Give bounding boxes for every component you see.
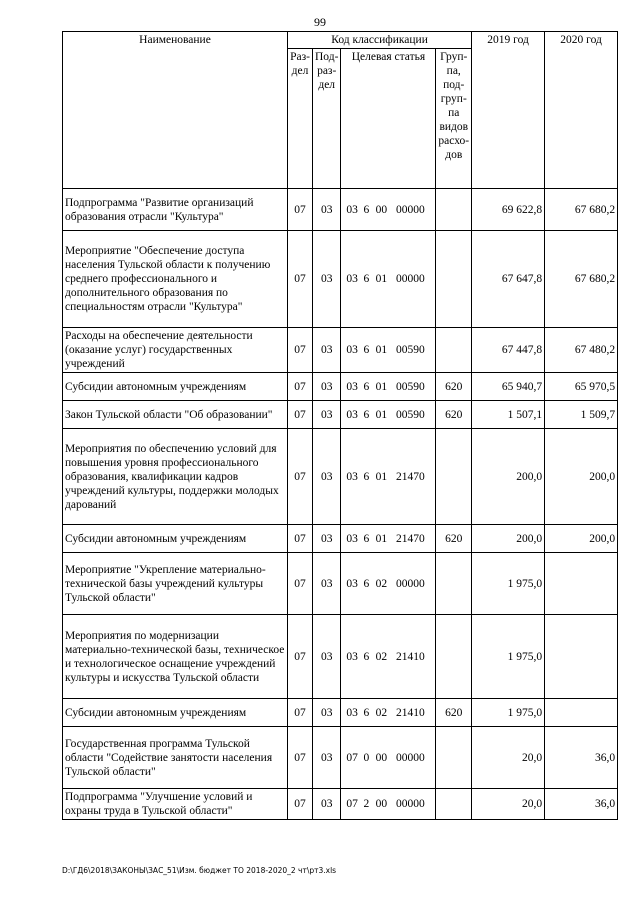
target-direction: 00000 — [396, 577, 425, 590]
target-subprogram: 2 — [363, 798, 370, 810]
row-2020 — [545, 615, 618, 699]
row-target — [341, 429, 436, 525]
row-expense-group — [436, 615, 472, 699]
header-section: Раз-дел — [288, 49, 313, 189]
row-expense-group — [436, 231, 472, 328]
row-2019: 1 975,0 — [472, 553, 545, 615]
table-body — [63, 189, 618, 820]
row-name: Подпрограмма "Улучшение условий и охраны труда в Тульской области" — [63, 789, 288, 820]
table-row — [63, 401, 618, 429]
target-subprogram: 6 — [363, 577, 370, 590]
row-subsection: 03 — [313, 401, 341, 429]
target-program: 03 — [346, 532, 358, 545]
target-event: 01 — [375, 470, 388, 483]
row-subsection: 03 — [313, 429, 341, 525]
target-event: 01 — [375, 532, 388, 545]
row-subsection: 03 — [313, 789, 341, 820]
target-program: 07 — [346, 751, 358, 764]
target-direction: 00000 — [396, 273, 425, 285]
target-event: 00 — [375, 203, 388, 216]
target-event: 00 — [375, 751, 388, 764]
target-program: 03 — [346, 470, 358, 483]
target-program: 03 — [346, 577, 358, 590]
budget-table — [62, 31, 618, 820]
target-program: 03 — [346, 650, 358, 663]
row-subsection: 03 — [313, 699, 341, 727]
target-direction: 00000 — [396, 751, 425, 764]
row-target — [341, 373, 436, 401]
row-name: Мероприятия по модернизации материально-технической базы, техническое и технологическое оснащение учреждений культуры и искусства Тульской области — [63, 615, 288, 699]
target-direction: 00590 — [396, 344, 425, 356]
row-name: Расходы на обеспечение деятельности (оказание услуг) государственных учреждений — [63, 328, 288, 373]
row-target — [341, 727, 436, 789]
row-expense-group: 620 — [436, 401, 472, 429]
row-section: 07 — [288, 231, 313, 328]
table-row — [63, 699, 618, 727]
row-2019: 20,0 — [472, 727, 545, 789]
row-2019: 200,0 — [472, 429, 545, 525]
target-event: 01 — [375, 408, 388, 421]
target-program: 07 — [346, 798, 358, 810]
row-subsection: 03 — [313, 373, 341, 401]
row-name: Подпрограмма "Развитие организаций образования отрасли "Культура" — [63, 189, 288, 231]
target-direction: 21470 — [396, 470, 425, 483]
row-subsection: 03 — [313, 615, 341, 699]
target-program: 03 — [346, 273, 358, 285]
row-section: 07 — [288, 401, 313, 429]
row-section: 07 — [288, 615, 313, 699]
target-event: 00 — [375, 798, 388, 810]
row-target — [341, 525, 436, 553]
row-section: 07 — [288, 699, 313, 727]
target-direction: 21410 — [396, 706, 425, 719]
row-2019: 65 940,7 — [472, 373, 545, 401]
target-event: 02 — [375, 577, 388, 590]
row-2019: 1 507,1 — [472, 401, 545, 429]
target-direction: 00590 — [396, 380, 425, 393]
row-name: Государственная программа Тульской области "Содействие занятости населения Тульской области" — [63, 727, 288, 789]
table-row — [63, 429, 618, 525]
row-2019: 69 622,8 — [472, 189, 545, 231]
target-program: 03 — [346, 408, 358, 421]
row-expense-group: 620 — [436, 525, 472, 553]
row-target — [341, 699, 436, 727]
row-subsection: 03 — [313, 553, 341, 615]
header-subsection: Под-раз-дел — [313, 49, 341, 189]
table-row — [63, 231, 618, 328]
row-2019: 1 975,0 — [472, 615, 545, 699]
table-row — [63, 525, 618, 553]
row-2020: 36,0 — [545, 727, 618, 789]
row-target — [341, 231, 436, 328]
row-expense-group: 620 — [436, 699, 472, 727]
row-section: 07 — [288, 373, 313, 401]
target-event: 01 — [375, 273, 388, 285]
row-2020: 67 680,2 — [545, 231, 618, 328]
target-subprogram: 6 — [363, 203, 370, 216]
header-name: Наименование — [63, 32, 288, 189]
row-2020: 67 680,2 — [545, 189, 618, 231]
target-subprogram: 6 — [363, 380, 370, 393]
row-subsection: 03 — [313, 231, 341, 328]
table-row — [63, 189, 618, 231]
row-section: 07 — [288, 328, 313, 373]
header-target: Целевая статья — [341, 49, 436, 189]
target-subprogram: 6 — [363, 273, 370, 285]
row-2019: 1 975,0 — [472, 699, 545, 727]
row-target — [341, 189, 436, 231]
table-row — [63, 373, 618, 401]
row-subsection: 03 — [313, 525, 341, 553]
row-2020: 67 480,2 — [545, 328, 618, 373]
row-section: 07 — [288, 553, 313, 615]
row-expense-group — [436, 328, 472, 373]
row-target — [341, 789, 436, 820]
row-expense-group — [436, 429, 472, 525]
row-2020: 36,0 — [545, 789, 618, 820]
row-section: 07 — [288, 789, 313, 820]
row-expense-group: 620 — [436, 373, 472, 401]
row-subsection: 03 — [313, 328, 341, 373]
header-code-group: Код классификации — [288, 32, 472, 49]
header-2019: 2019 год — [472, 32, 545, 189]
row-section: 07 — [288, 727, 313, 789]
table-row — [63, 727, 618, 789]
row-expense-group — [436, 189, 472, 231]
row-name: Мероприятие "Укрепление материально-технической базы учреждений культуры Тульской области" — [63, 553, 288, 615]
row-2020 — [545, 553, 618, 615]
row-2019: 67 647,8 — [472, 231, 545, 328]
target-subprogram: 6 — [363, 532, 370, 545]
target-subprogram: 6 — [363, 706, 370, 719]
row-name: Мероприятие "Обеспечение доступа населения Тульской области к получению среднего профессионального и дополнительного образования по специальностям отрасли "Культура" — [63, 231, 288, 328]
table-row — [63, 328, 618, 373]
target-event: 01 — [375, 344, 388, 356]
row-name: Закон Тульской области "Об образовании" — [63, 401, 288, 429]
row-expense-group — [436, 553, 472, 615]
table-row — [63, 789, 618, 820]
row-2019: 67 447,8 — [472, 328, 545, 373]
target-direction: 00590 — [396, 408, 425, 421]
target-direction: 21410 — [396, 650, 425, 663]
row-2020: 1 509,7 — [545, 401, 618, 429]
target-program: 03 — [346, 706, 358, 719]
footer-path: D:\ГД6\2018\ЗАКОНЫ\ЗАС_51\Изм. бюджет ТО 2018-2020_2 чт\рт3.xls — [62, 866, 337, 875]
row-name: Субсидии автономным учреждениям — [63, 525, 288, 553]
table-row — [63, 553, 618, 615]
row-expense-group — [436, 789, 472, 820]
row-name: Субсидии автономным учреждениям — [63, 699, 288, 727]
row-2020: 200,0 — [545, 525, 618, 553]
row-2020: 65 970,5 — [545, 373, 618, 401]
target-program: 03 — [346, 380, 358, 393]
header-expense-group: Груп-па, под-груп-па видов расхо-дов — [436, 49, 472, 189]
target-program: 03 — [346, 344, 358, 356]
row-target — [341, 553, 436, 615]
row-subsection: 03 — [313, 189, 341, 231]
row-section: 07 — [288, 429, 313, 525]
target-subprogram: 6 — [363, 408, 370, 421]
row-2019: 200,0 — [472, 525, 545, 553]
row-section: 07 — [288, 189, 313, 231]
row-2020: 200,0 — [545, 429, 618, 525]
table-row — [63, 615, 618, 699]
row-target — [341, 401, 436, 429]
row-target — [341, 615, 436, 699]
target-subprogram: 6 — [363, 650, 370, 663]
target-event: 02 — [375, 706, 388, 719]
row-subsection: 03 — [313, 727, 341, 789]
target-event: 02 — [375, 650, 388, 663]
row-section: 07 — [288, 525, 313, 553]
target-direction: 00000 — [396, 203, 425, 216]
target-program: 03 — [346, 203, 358, 216]
row-name: Мероприятия по обеспечению условий для повышения уровня профессионального образования, квалификации кадров учреждений культуры, поддержки молодых дарований — [63, 429, 288, 525]
target-direction: 00000 — [396, 798, 425, 810]
page-number: 99 — [314, 15, 326, 29]
row-target — [341, 328, 436, 373]
target-direction: 21470 — [396, 532, 425, 545]
header-2020: 2020 год — [545, 32, 618, 189]
target-subprogram: 6 — [363, 344, 370, 356]
target-subprogram: 6 — [363, 470, 370, 483]
row-2020 — [545, 699, 618, 727]
target-event: 01 — [375, 380, 388, 393]
row-name: Субсидии автономным учреждениям — [63, 373, 288, 401]
row-2019: 20,0 — [472, 789, 545, 820]
target-subprogram: 0 — [363, 751, 370, 764]
row-expense-group — [436, 727, 472, 789]
